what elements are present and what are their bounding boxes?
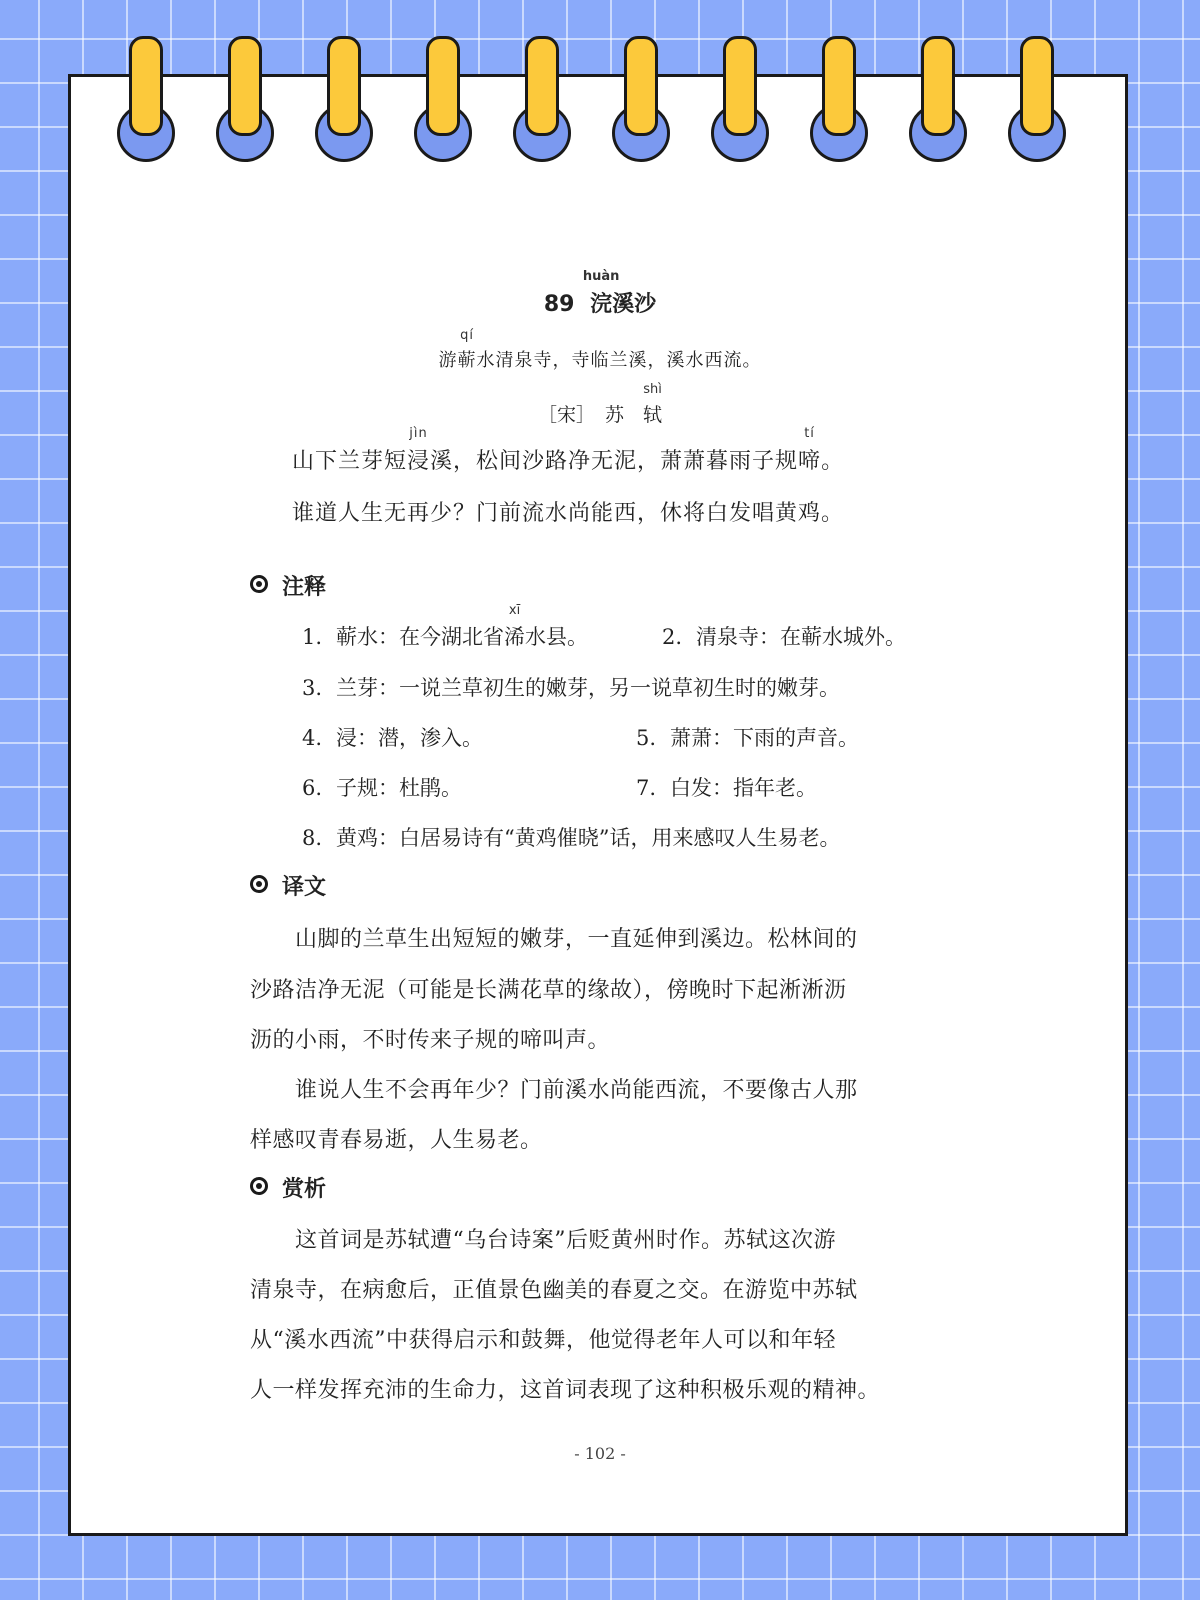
translation-line: 沙路洁净无泥（可能是长满花草的缘故），傍晚时下起淅淅沥 xyxy=(250,978,847,1003)
note-text: 黄鸡：白居易诗有“黄鸡催晓”话，用来感叹人生易老。 xyxy=(336,826,841,850)
note-char: 浠 xyxy=(504,625,526,649)
poem-number: 89 xyxy=(543,292,575,317)
ruby-char xyxy=(798,426,822,475)
note-item xyxy=(302,672,840,702)
section-heading-text: 译文 xyxy=(282,875,327,900)
note-number: 4. xyxy=(302,726,323,750)
poem-title xyxy=(0,269,1200,318)
subtitle-char: 蕲 xyxy=(457,350,477,371)
analysis-line: 从“溪水西流”中获得启示和鼓舞，他觉得老年人可以和年轻 xyxy=(250,1328,836,1353)
translation-line: 沥的小雨，不时传来子规的啼叫声。 xyxy=(250,1028,611,1053)
note-item xyxy=(302,772,462,802)
note-number: 5. xyxy=(636,726,657,750)
poem-char: 浸 xyxy=(407,449,431,474)
subtitle-text: 游 xyxy=(438,350,458,371)
note-text: 水县。 xyxy=(525,625,589,649)
note-number: 3. xyxy=(302,676,323,700)
section-heading-text: 赏析 xyxy=(282,1177,327,1202)
note-text: 兰芽：一说兰草初生的嫩芽，另一说草初生时的嫩芽。 xyxy=(336,676,841,700)
note-number: 7. xyxy=(636,776,657,800)
section-bullet-icon xyxy=(250,875,268,893)
analysis-line: 清泉寺，在病愈后，正值景色幽美的春夏之交。在游览中苏轼 xyxy=(250,1278,858,1303)
note-text: 浸：潜，渗入。 xyxy=(336,726,484,750)
title-char: 浣 xyxy=(590,292,613,317)
ruby-char xyxy=(582,269,620,318)
title-rest: 溪沙 xyxy=(612,292,657,317)
section-bullet-icon xyxy=(250,575,268,593)
note-number: 2. xyxy=(662,625,683,649)
poem-subtitle xyxy=(0,328,1200,372)
note-item xyxy=(302,822,841,852)
note-text: 蕲水：在今湖北省 xyxy=(336,625,505,649)
note-item xyxy=(302,722,483,752)
ruby-char xyxy=(457,328,477,372)
note-item xyxy=(636,722,859,752)
ruby-char xyxy=(407,426,431,475)
analysis-line: 人一样发挥充沛的生命力，这首词表现了这种积极乐观的精神。 xyxy=(250,1378,881,1403)
note-text: 清泉寺：在蕲水城外。 xyxy=(696,625,907,649)
author-surname: 苏 xyxy=(604,404,624,426)
author-given: 轼 xyxy=(643,404,663,426)
note-number: 6. xyxy=(302,776,323,800)
pinyin: jìn xyxy=(409,426,428,441)
pinyin: xī xyxy=(508,603,521,618)
poem-line-2: 谁道人生无再少？门前流水尚能西，休将白发唱黄鸡。 xyxy=(292,501,845,526)
section-heading-text: 注释 xyxy=(282,575,327,600)
subtitle-text: 水清泉寺，寺临兰溪，溪水西流。 xyxy=(476,350,762,371)
author-dynasty: ［宋］ xyxy=(537,404,595,426)
pinyin: tí xyxy=(804,426,815,441)
note-text: 白发：指年老。 xyxy=(670,776,818,800)
note-number: 1. xyxy=(302,625,323,649)
note-item xyxy=(302,603,589,651)
section-heading-notes xyxy=(250,570,326,601)
section-heading-translation xyxy=(250,870,326,901)
note-item xyxy=(662,621,906,651)
note-text: 萧萧：下雨的声音。 xyxy=(670,726,860,750)
pinyin: qí xyxy=(460,328,474,343)
note-item xyxy=(636,772,817,802)
page-number: - 102 - xyxy=(574,1444,626,1463)
translation-line: 山脚的兰草生出短短的嫩芽，一直延伸到溪边。松林间的 xyxy=(250,927,858,952)
section-bullet-icon xyxy=(250,1177,268,1195)
poem-author xyxy=(0,382,1200,427)
translation-line: 谁说人生不会再年少？门前溪水尚能西流，不要像古人那 xyxy=(250,1078,858,1103)
section-heading-analysis xyxy=(250,1172,326,1203)
ruby-char xyxy=(504,603,526,651)
analysis-line: 这首词是苏轼遭“乌台诗案”后贬黄州时作。苏轼这次游 xyxy=(250,1228,836,1253)
poem-text: 溪，松间沙路净无泥，萧萧暮雨子规 xyxy=(430,449,799,474)
ruby-char xyxy=(643,382,663,427)
poem-text: 。 xyxy=(821,449,845,474)
translation-line: 样感叹青春易逝，人生易老。 xyxy=(250,1128,543,1153)
note-number: 8. xyxy=(302,826,323,850)
poem-char: 啼 xyxy=(798,449,822,474)
pinyin: shì xyxy=(643,382,662,397)
pinyin: huàn xyxy=(582,269,620,284)
note-text: 子规：杜鹃。 xyxy=(336,776,463,800)
poem-text: 山下兰芽短 xyxy=(292,449,408,474)
poem-line-1 xyxy=(292,426,845,475)
